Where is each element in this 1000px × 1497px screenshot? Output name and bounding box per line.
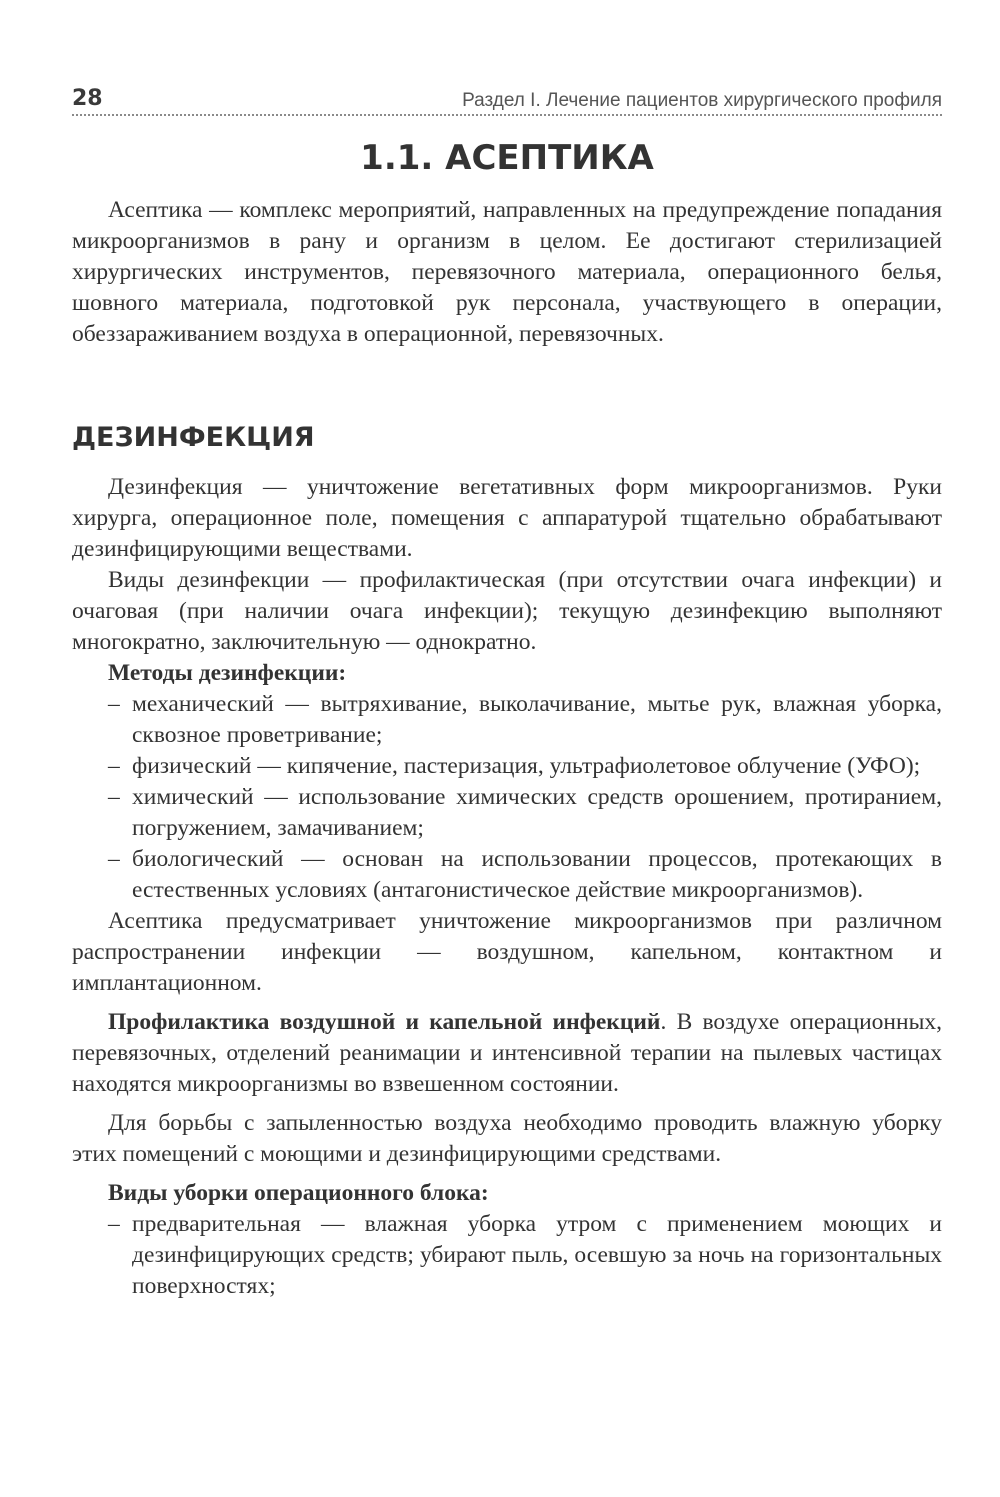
list-item xyxy=(72,782,942,844)
dash-marker: – xyxy=(108,1211,120,1237)
intro-paragraph: Асептика — комплекс мероприятий, направленных на предупреждение попадания микроорганизмов в рану и организм в целом. Ее достигают стерилизацией хирургических инструментов, перевязочного материала, операционного белья, шовного материала, подготовкой рук персонала, участвующего в операции, обеззараживанием воздуха в операционной, перевязочных. xyxy=(72,197,942,347)
paragraph-types: Виды дезинфекции — профилактическая (при отсутствии очага инфекции) и очаговая (при наличии очага инфекции); текущую дезинфекцию выполняют многократно, заключительную — однократно. xyxy=(72,567,942,655)
cleaning-preliminary: предварительная — влажная уборка утром с применением моющих и дезинфицирующих средств; убирают пыль, осевшую за ночь на горизонтальных поверхностях; xyxy=(132,1211,942,1299)
intro-block xyxy=(72,195,942,350)
methods-list xyxy=(72,689,942,906)
dash-marker: – xyxy=(108,691,120,717)
dash-marker: – xyxy=(108,753,120,779)
airborne-lead: Профилактика воздушной и капельной инфекций xyxy=(108,1009,661,1035)
paragraph-airborne xyxy=(72,1007,942,1100)
paragraph-definition: Дезинфекция — уничтожение вегетативных форм микроорганизмов. Руки хирурга, операционное поле, помещения с аппаратурой тщательно обрабатывают дезинфицирующими веществами. xyxy=(72,474,942,562)
cleaning-heading: Виды уборки операционного блока: xyxy=(108,1180,489,1206)
dash-marker: – xyxy=(108,846,120,872)
list-item xyxy=(72,1209,942,1302)
method-biological: биологический — основан на использовании процессов, протекающих в естественных условиях (антагонистическое действие микроорганизмов). xyxy=(132,846,942,903)
running-section-title: Раздел I. Лечение пациентов хирургического профиля xyxy=(462,90,942,111)
paragraph-dust: Для борьбы с запыленностью воздуха необходимо проводить влажную уборку этих помещений с моющими и дезинфицирующими средствами. xyxy=(72,1110,942,1167)
running-header xyxy=(72,74,942,116)
airborne-text: . В воздухе операционных, перевязочных, отделений реанимации и интенсивной терапии на пылевых частицах находятся микроорганизмы во взвешенном состоянии. xyxy=(72,1009,942,1097)
method-physical: физический — кипячение, пастеризация, ультрафиолетовое облучение (УФО); xyxy=(132,753,921,779)
section-heading-disinfection: ДЕЗИНФЕКЦИЯ xyxy=(72,422,315,453)
paragraph-spread: Асептика предусматривает уничтожение микроорганизмов при различном распространении инфекции — воздушном, капельном, контактном и имплантационном. xyxy=(72,908,942,996)
disinfection-block xyxy=(72,472,942,1302)
methods-heading: Методы дезинфекции: xyxy=(108,660,347,686)
chapter-title: 1.1. АСЕПТИКА xyxy=(360,138,654,178)
list-item xyxy=(72,844,942,906)
page-number: 28 xyxy=(72,86,103,111)
list-item xyxy=(72,751,942,782)
method-chemical: химический — использование химических средств орошением, протиранием, погружением, замачиванием; xyxy=(132,784,942,841)
list-item xyxy=(72,689,942,751)
cleaning-list xyxy=(72,1209,942,1302)
method-mechanical: механический — вытряхивание, выколачивание, мытье рук, влажная уборка, сквозное проветривание; xyxy=(132,691,942,748)
dash-marker: – xyxy=(108,784,120,810)
